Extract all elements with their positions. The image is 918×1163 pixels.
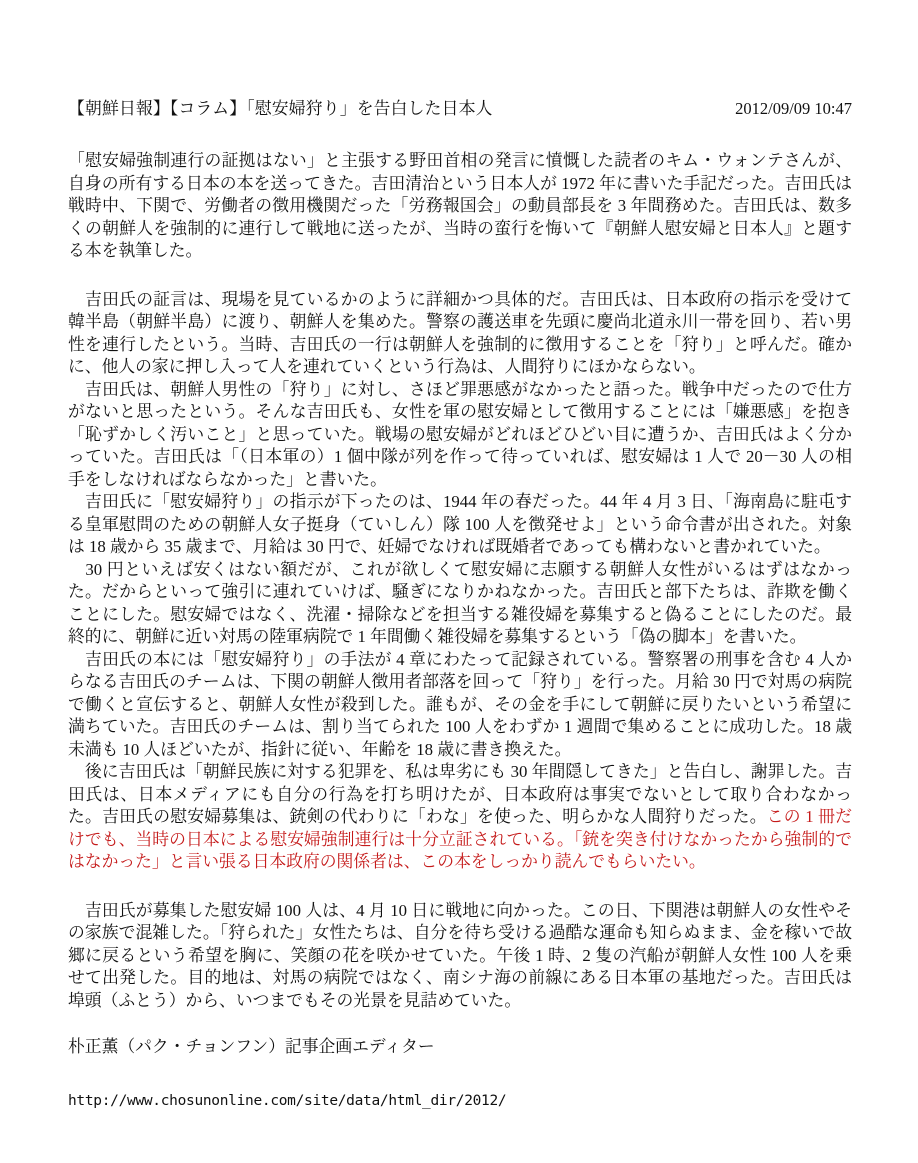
article-title: 【朝鮮日報】【コラム】「慰安婦狩り」を告白した日本人 (68, 99, 493, 118)
article-paragraph-6 (68, 649, 852, 762)
red-emphasis-text: この 1 冊だけでも、当時の日本による慰安婦強制連行は十分立証されている。「銃を突き付けなかったから強制的ではなかった」と言い張る日本政府の関係者は、この本をしっかり読んでもらいたい。 (68, 807, 852, 871)
article-paragraph-8 (68, 900, 852, 1013)
document-content (68, 98, 852, 1111)
paragraph-text: 「慰安婦強制連行の証拠はない」と主張する野田首相の発言に憤慨した読者のキム・ウォンテさんが、自身の所有する日本の本を送ってきた。吉田清治という日本人が 1972 年に書いた手記だった。吉田氏は戦時中、下関で、労働者の徴用機関だった「労務報国会」の動員部長を 3 年間務めた。吉田氏は、数多くの朝鮮人を強制的に連行して戦地に送ったが、当時の蛮行を悔いて『朝鮮人慰安婦と日本人』と題する本を執筆した。 (68, 151, 852, 260)
article-paragraph-4 (68, 491, 852, 559)
article-paragraph-7 (68, 761, 852, 874)
paragraph-text: 吉田氏は、朝鮮人男性の「狩り」に対し、さほど罪悪感がなかったと語った。戦争中だったので仕方がないと思ったという。そんな吉田氏も、女性を軍の慰安婦として徴用することには「嫌悪感」を抱き「恥ずかしく汚いこと」と思っていた。戦場の慰安婦がどれほどひどい目に遭うか、吉田氏はよく分かっていた。吉田氏は「（日本軍の）1 個中隊が列を作って待っていれば、慰安婦は 1 人で 20－30 人の相手をしなければならなかった」と書いた。 (68, 379, 852, 489)
source-url: http://www.chosunonline.com/site/data/html_dir/2012/ (68, 1092, 507, 1109)
paragraph-text: 吉田氏の本には「慰安婦狩り」の手法が 4 章にわたって記録されている。警察署の刑事を含む 4 人からなる吉田氏のチームは、下関の朝鮮人徴用者部落を回って「狩り」を行った。月給 30 円で対馬の病院で働くと宣伝すると、朝鮮人女性が殺到した。誰もが、その金を手にして朝鮮に戻りたいという希望に満ちていた。吉田氏のチームは、割り当てられた 100 人をわずか 1 週間で集めることに成功した。18 歳未満も 10 人ほどいたが、指針に従い、年齢を 18 歳に書き換えた。 (68, 649, 852, 759)
article-paragraph-1 (68, 150, 852, 263)
article-paragraph-3 (68, 379, 852, 492)
article-paragraph-2 (68, 289, 852, 379)
paragraph-text: 30 円といえば安くはない額だが、これが欲しくて慰安婦に志願する朝鮮人女性がいるはずはなかった。だからといって強引に連れていけば、騒ぎになりかねなかった。吉田氏と部下たちは、詐欺を働くことにした。慰安婦ではなく、洗濯・掃除などを担当する雑役婦を募集すると偽ることにしたのだ。最終的に、朝鮮に近い対馬の陸軍病院で 1 年間働く雑役婦を募集するという「偽の脚本」を書いた。 (68, 559, 852, 646)
article-header (68, 98, 852, 120)
paragraph-text: 吉田氏に「慰安婦狩り」の指示が下ったのは、1944 年の春だった。44 年 4 月 3 日、「海南島に駐屯する皇軍慰問のための朝鮮人女子挺身（ていしん）隊 100 人を徴発せよ」という命令書が出された。対象は 18 歳から 35 歳まで、月給は 30 円で、妊婦でなければ既婚者であっても構わないと書かれていた。 (68, 492, 852, 556)
article-paragraph-5 (68, 559, 852, 649)
article-datetime: 2012/09/09 10:47 (735, 99, 852, 118)
paragraph-text: 吉田氏の証言は、現場を見ているかのように詳細かつ具体的だ。吉田氏は、日本政府の指示を受けて韓半島（朝鮮半島）に渡り、朝鮮人を集めた。警察の護送車を先頭に慶尚北道永川一帯を回り、若い男性を連行したという。当時、吉田氏の一行は朝鮮人を強制的に徴用することを「狩り」と呼んだ。確かに、他人の家に押し入って人を連れていくという行為は、人間狩りにほかならない。 (68, 289, 852, 376)
article-byline: 朴正薫（パク・チョンフン）記事企画エディター (68, 1037, 435, 1056)
paragraph-text: 後に吉田氏は「朝鮮民族に対する犯罪を、私は卑劣にも 30 年間隠してきた」と告白し、謝罪した。吉田氏は、日本メディアにも自分の行為を打ち明けたが、日本政府は事実でないとして取り合わなかった。吉田氏の慰安婦募集は、銃剣の代わりに「わな」を使った、明らかな人間狩りだった。 (68, 762, 852, 826)
paragraph-text: 吉田氏が募集した慰安婦 100 人は、4 月 10 日に戦地に向かった。この日、下関港は朝鮮人の女性やその家族で混雑した。「狩られた」女性たちは、自分を待ち受ける過酷な運命も知らぬまま、金を稼いで故郷に戻るという希望を胸に、笑顔の花を咲かせていた。午後 1 時、2 隻の汽船が朝鮮人女性 100 人を乗せて出発した。目的地は、対馬の病院ではなく、南シナ海の前線にある日本軍の基地だった。吉田氏は埠頭（ふとう）から、いつまでもその光景を見詰めていた。 (68, 900, 852, 1010)
